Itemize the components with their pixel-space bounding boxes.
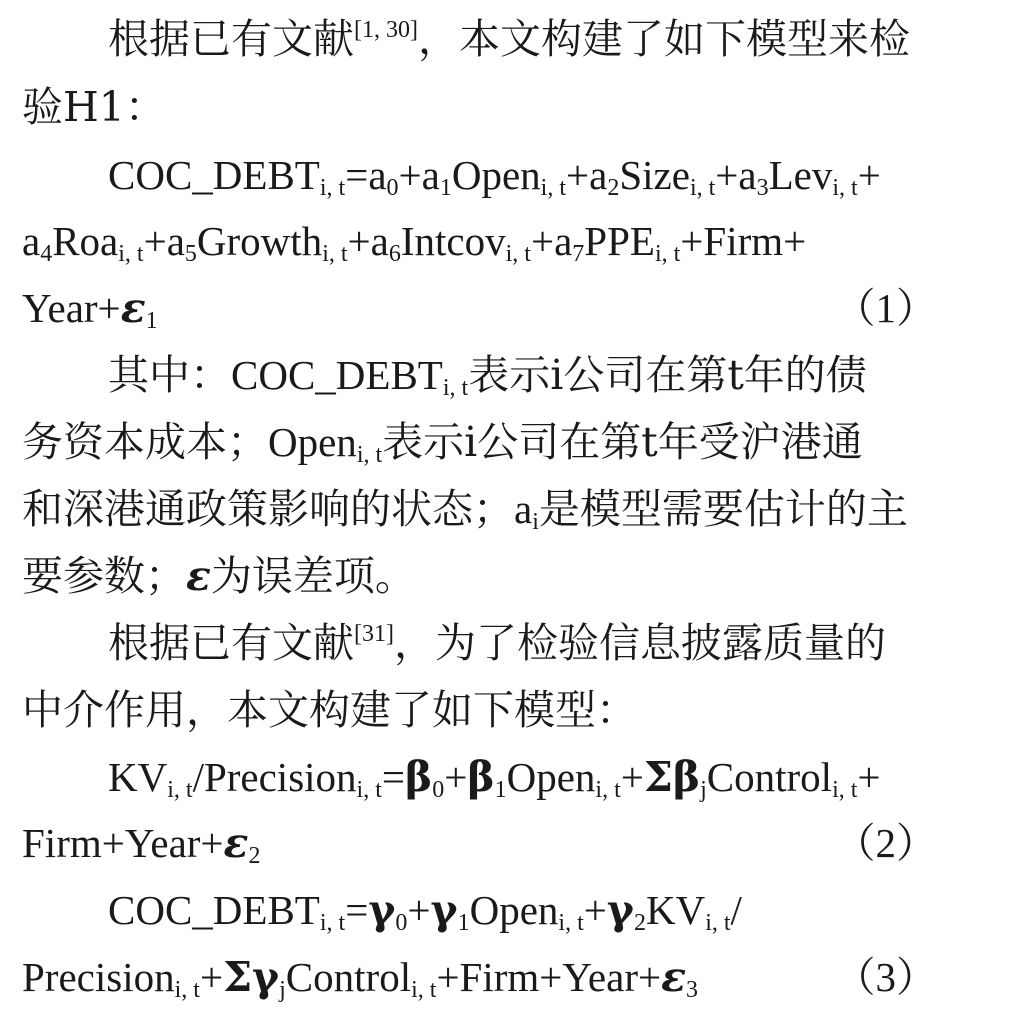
- paragraph-2-line-2: 务资本成本；Open$_{i, t}$表示i公司在第t年受沪港通: [22, 418, 863, 468]
- text: ，为了检验信息披露质量的: [393, 619, 886, 667]
- text: 中介作用，本文构建了如下模型：: [22, 686, 637, 734]
- text: 表示i公司在第t年受沪港通: [382, 418, 863, 466]
- text: 根据已有文献: [108, 619, 354, 667]
- text: 要参数；: [22, 552, 186, 600]
- paragraph-3-line-2: [22, 677, 982, 743]
- text: 是模型需要估计的主: [538, 485, 908, 533]
- paragraph-2-line-4: [22, 543, 982, 609]
- equation-number: （1）: [834, 285, 937, 331]
- text: 其中：: [108, 351, 231, 399]
- equation-2-line-1: $KV_{i, t}/Precision_{i, t}=\beta_0+\beta_1Open_{i, t}+\Sigma\beta_jControl_{i, t}+$: [108, 753, 881, 803]
- equation-3-line-1: $COC\_DEBT_{i, t}=\gamma_0+\gamma_1Open_{i, t}+\gamma_2KV_{i, t}/$: [108, 886, 742, 936]
- paragraph-2-line-3: 和深港通政策影响的状态；$a_i$是模型需要估计的主: [22, 485, 908, 535]
- paragraph-2-line-1: 其中：$COC\_DEBT_{i, t}$表示i公司在第t年的债: [108, 351, 867, 401]
- text: 务资本成本；: [22, 418, 268, 466]
- paragraph-1-line-1: [108, 6, 982, 72]
- text: 表示i公司在第t年的债: [468, 351, 867, 399]
- equation-2-line-2: $Firm+Year+\varepsilon_2$ （2）: [22, 810, 982, 876]
- equation-number: （2）: [834, 820, 937, 866]
- equation-number: （3）: [834, 954, 937, 1000]
- citation: [1, 30]: [354, 17, 418, 43]
- text: 验H1：: [22, 83, 166, 131]
- epsilon-symbol: ε: [186, 552, 211, 600]
- text: 和深港通政策影响的状态；: [22, 485, 514, 533]
- equation-1-line-2: $a_4Roa_{i, t}+a_5Growth_{i, t}+a_6Intcov_{i, t}+a_7PPE_{i, t}+Firm+$: [22, 218, 807, 267]
- paragraph-1-line-2: [22, 74, 982, 140]
- citation: [31]: [354, 621, 394, 647]
- text: 为误差项。: [210, 552, 416, 600]
- equation-1-line-3: $Year+\varepsilon_1$ （1）: [22, 275, 982, 341]
- equation-3-line-2: $Precision_{i, t}+\Sigma\gamma_jControl_{i, t}+Firm+Year+\varepsilon_3$ （3）: [22, 944, 982, 1010]
- text: ，本文构建了如下模型来检: [417, 15, 910, 63]
- text: 根据已有文献: [108, 15, 354, 63]
- equation-1-line-1: $COC\_DEBT_{i, t}=a_0+a_1Open_{i, t}+a_2Size_{i, t}+a_3Lev_{i, t}+$: [108, 152, 881, 201]
- paragraph-3-line-1: [108, 610, 982, 676]
